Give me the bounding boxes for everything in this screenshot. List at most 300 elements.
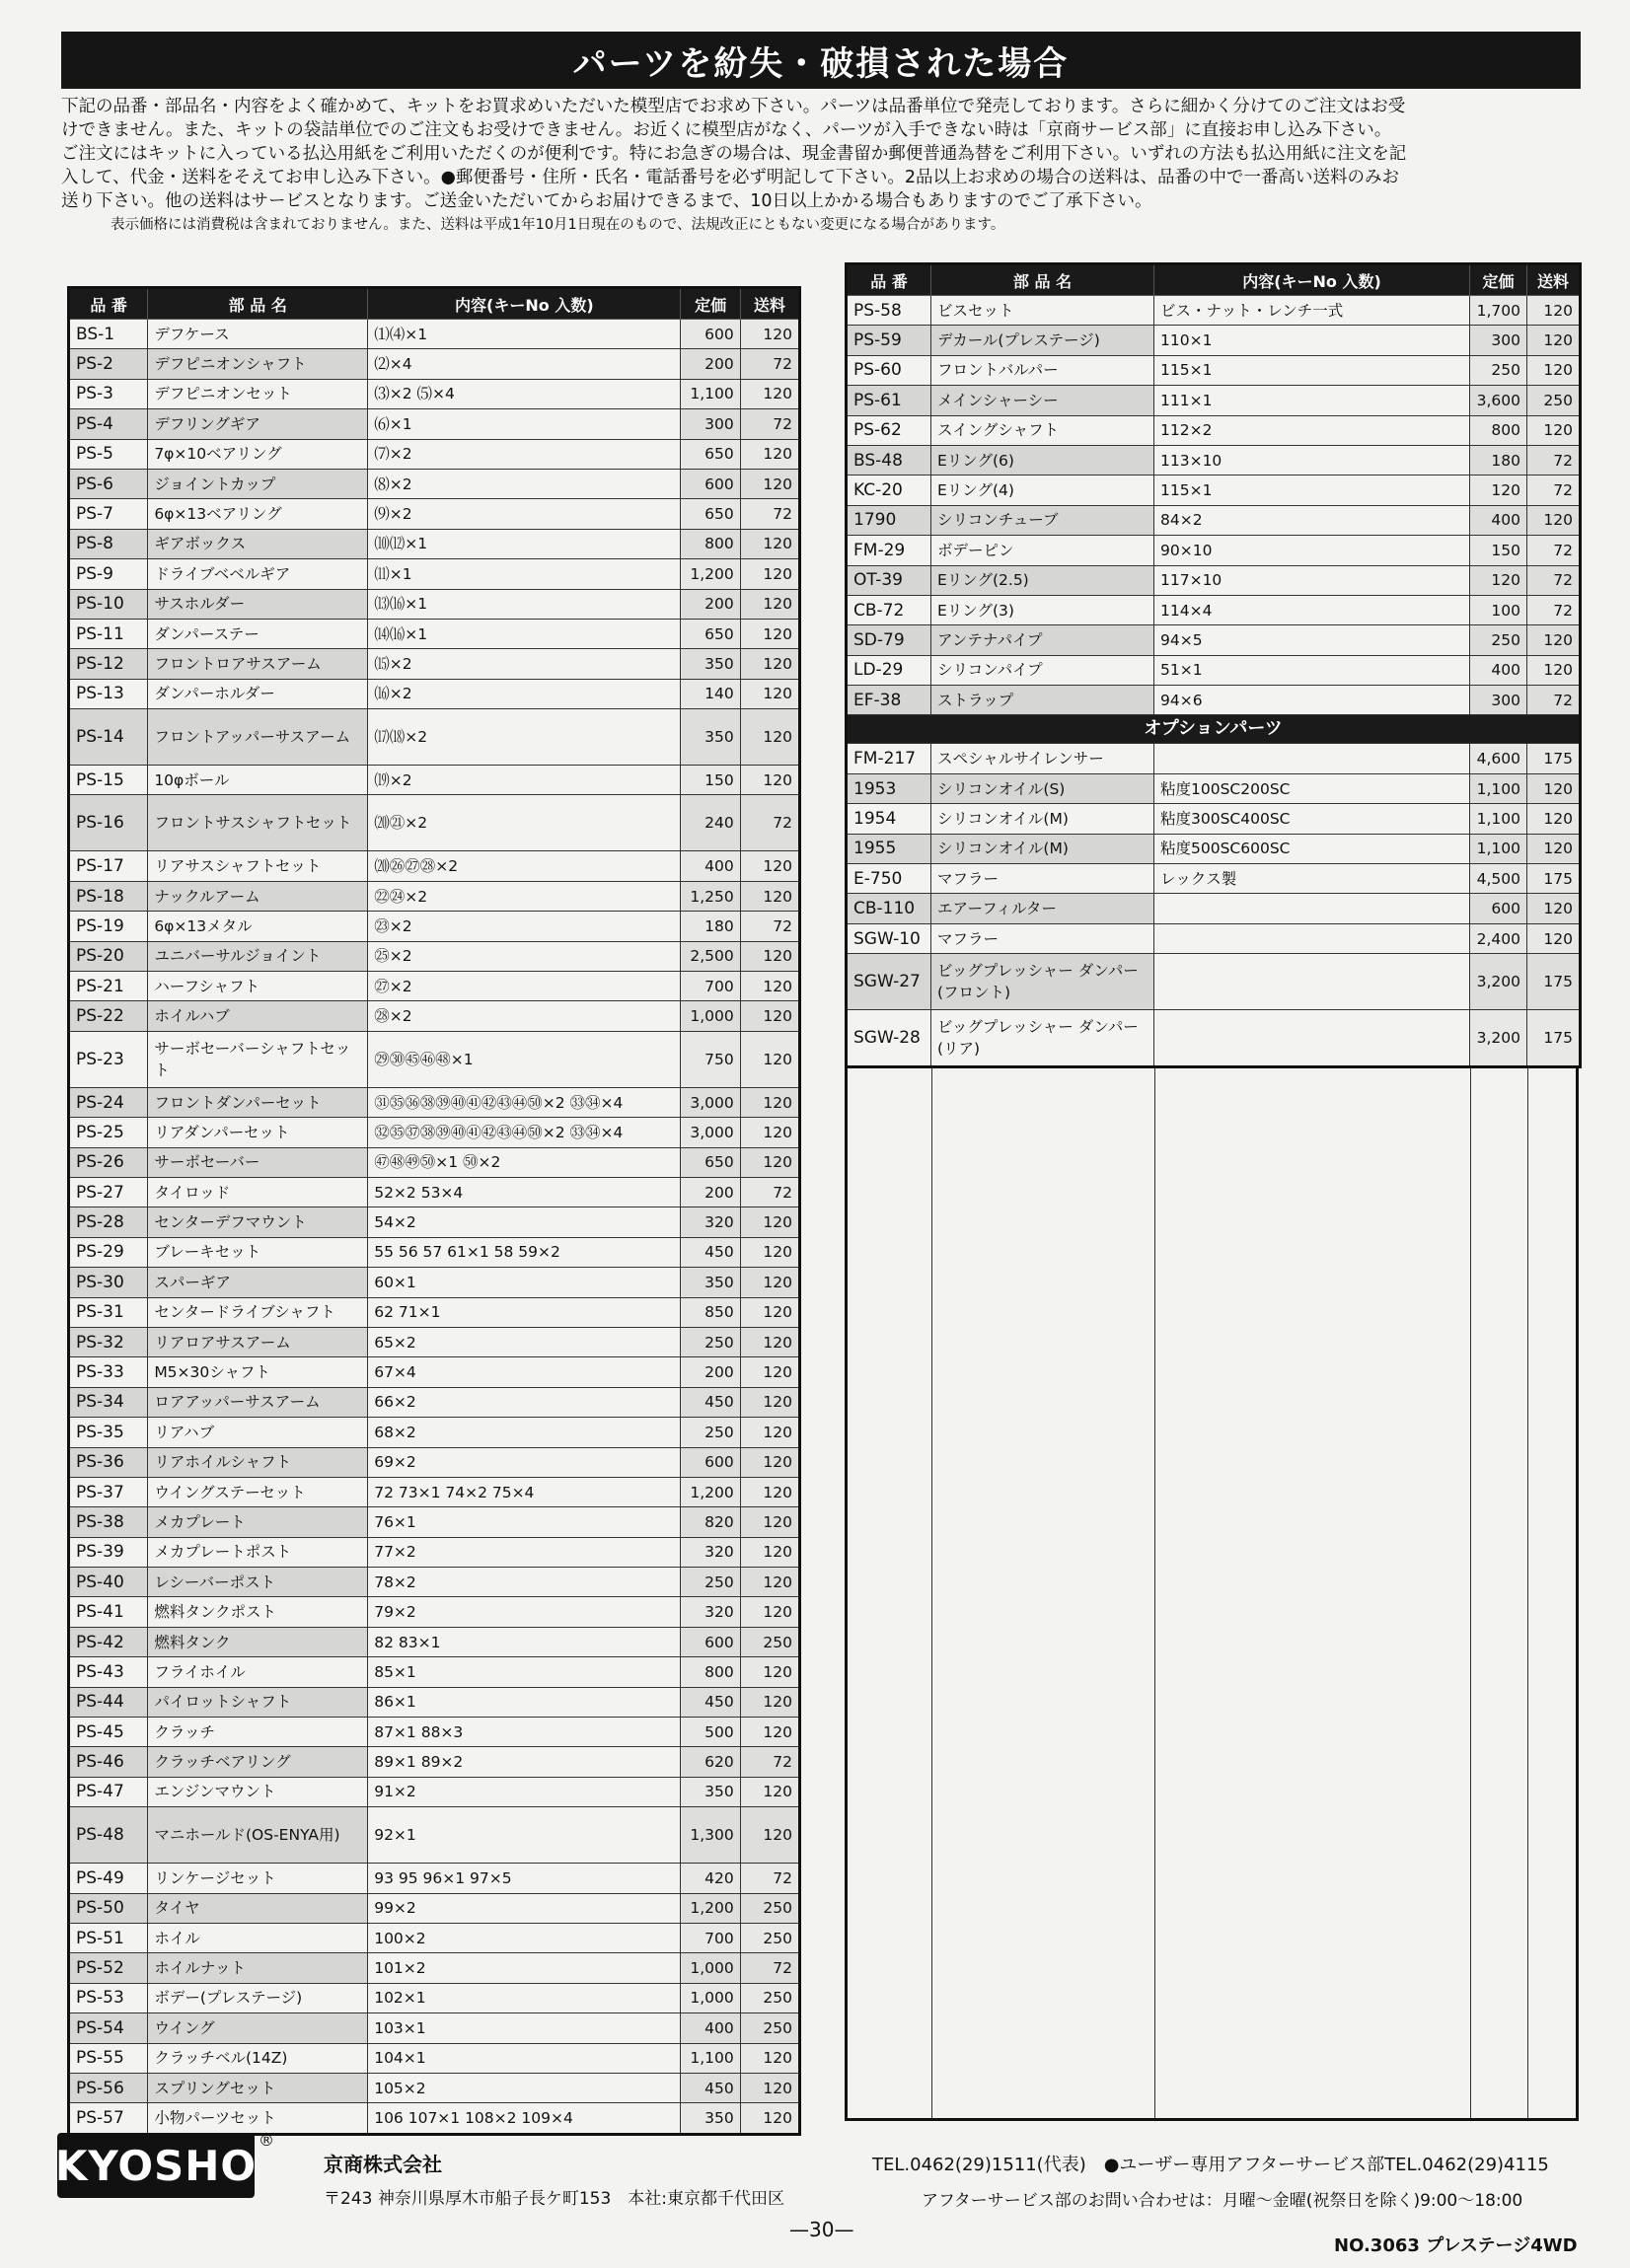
part-price: 1,000 (681, 1001, 740, 1031)
table-row (69, 766, 800, 795)
table-row (69, 649, 800, 679)
part-code: E-750 (847, 864, 931, 894)
part-name: ボデーピン (931, 536, 1154, 565)
part-code: CB-72 (847, 595, 931, 624)
part-shipping: 120 (740, 1597, 799, 1627)
part-price: 3,200 (1470, 954, 1527, 1010)
table-row (69, 1001, 800, 1031)
part-code: PS-40 (69, 1568, 148, 1597)
part-shipping: 120 (740, 649, 799, 679)
part-content (1154, 744, 1470, 773)
part-shipping: 72 (740, 912, 799, 941)
part-shipping: 120 (740, 1327, 799, 1356)
part-name: マフラー (931, 923, 1154, 953)
part-name: メカプレートポスト (148, 1537, 368, 1567)
part-code: PS-41 (69, 1597, 148, 1627)
part-content: 86×1 (368, 1687, 681, 1717)
part-price: 820 (681, 1507, 740, 1537)
part-price: 800 (1470, 415, 1527, 445)
part-shipping: 72 (740, 1747, 799, 1777)
part-name: デカール(プレステージ) (931, 326, 1154, 355)
part-content: ⑹×1 (368, 409, 681, 439)
part-content: 60×1 (368, 1268, 681, 1297)
part-shipping: 120 (740, 766, 799, 795)
header-shipping: 送料 (740, 288, 799, 320)
part-shipping: 72 (740, 1864, 799, 1893)
part-price: 400 (1470, 655, 1527, 685)
part-shipping: 120 (740, 679, 799, 708)
part-shipping: 72 (1527, 686, 1581, 715)
part-content: 82 83×1 (368, 1627, 681, 1656)
part-code: SGW-10 (847, 923, 931, 953)
part-price: 700 (681, 972, 740, 1001)
table-row (69, 1087, 800, 1117)
part-content: ⑴⑷×1 (368, 320, 681, 349)
part-price: 450 (681, 1387, 740, 1417)
part-name: シリコンパイプ (931, 655, 1154, 685)
part-content (1154, 1010, 1470, 1067)
header-price: 定価 (681, 288, 740, 320)
part-content: 67×4 (368, 1357, 681, 1387)
part-price: 450 (681, 1687, 740, 1717)
table-row (69, 1923, 800, 1952)
part-shipping: 120 (740, 851, 799, 881)
part-price: 4,500 (1470, 864, 1527, 894)
table-row (69, 1477, 800, 1506)
table-row (847, 954, 1581, 1010)
part-shipping: 72 (740, 349, 799, 379)
part-code: PS-51 (69, 1923, 148, 1952)
table-row (69, 709, 800, 766)
table-row (69, 851, 800, 881)
table-row (847, 445, 1581, 475)
part-shipping: 120 (740, 1777, 799, 1806)
part-code: PS-10 (69, 589, 148, 619)
part-name: フロントロアサスアーム (148, 649, 368, 679)
part-shipping: 120 (740, 1237, 799, 1267)
part-name: ダンパーホルダー (148, 679, 368, 708)
part-name: メインシャーシー (931, 386, 1154, 415)
intro-line: けできません。また、キットの袋詰単位でのご注文もお受けできません。お近くに模型店がなく、パーツが入手できない時は「京商サービス部」に直接お申し込み下さい。 (61, 120, 1392, 140)
part-code: PS-38 (69, 1507, 148, 1537)
part-code: PS-62 (847, 415, 931, 445)
part-content: 65×2 (368, 1327, 681, 1356)
part-name: 6φ×13ベアリング (148, 499, 368, 529)
part-code: PS-15 (69, 766, 148, 795)
table-row (69, 795, 800, 851)
table-row (847, 415, 1581, 445)
part-price: 650 (681, 439, 740, 469)
part-content: ⒂×2 (368, 649, 681, 679)
part-shipping: 175 (1527, 1010, 1581, 1067)
part-content (1154, 954, 1470, 1010)
part-code: KC-20 (847, 476, 931, 505)
part-name: パイロットシャフト (148, 1687, 368, 1717)
table-row (847, 536, 1581, 565)
part-code: PS-54 (69, 2013, 148, 2043)
part-code: SD-79 (847, 625, 931, 655)
table-row (69, 1953, 800, 1983)
part-price: 200 (681, 349, 740, 379)
part-name: エアーフィルター (931, 894, 1154, 923)
part-shipping: 120 (740, 469, 799, 498)
part-name: Eリング(4) (931, 476, 1154, 505)
part-shipping: 120 (740, 2043, 799, 2073)
table-row (847, 386, 1581, 415)
table-row (69, 1864, 800, 1893)
part-price: 1,200 (681, 559, 740, 589)
part-shipping: 120 (740, 589, 799, 619)
part-content: ⑼×2 (368, 499, 681, 529)
part-name: サスホルダー (148, 589, 368, 619)
table-row (847, 655, 1581, 685)
header-content: 内容(キーNo 入数) (368, 288, 681, 320)
part-content: ⑺×2 (368, 439, 681, 469)
part-price: 140 (681, 679, 740, 708)
part-code: PS-19 (69, 912, 148, 941)
part-content: ⒆×2 (368, 766, 681, 795)
part-content (1154, 923, 1470, 953)
part-content: ⒇㉖㉗㉘×2 (368, 851, 681, 881)
part-content: 103×1 (368, 2013, 681, 2043)
part-name: シリコンオイル(S) (931, 773, 1154, 803)
part-shipping: 175 (1527, 864, 1581, 894)
part-price: 800 (681, 1657, 740, 1687)
part-content (1154, 894, 1470, 923)
part-price: 300 (1470, 326, 1527, 355)
part-shipping: 120 (740, 1718, 799, 1747)
part-price: 150 (1470, 536, 1527, 565)
part-code: PS-13 (69, 679, 148, 708)
part-content: 68×2 (368, 1418, 681, 1447)
part-code: PS-57 (69, 2103, 148, 2134)
table-row (69, 499, 800, 529)
part-price: 320 (681, 1537, 740, 1567)
part-name: ストラップ (931, 686, 1154, 715)
part-content: 粘度300SC400SC (1154, 804, 1470, 834)
part-content: 77×2 (368, 1537, 681, 1567)
table-row (69, 559, 800, 589)
part-price: 400 (1470, 505, 1527, 535)
part-content: 粘度500SC600SC (1154, 834, 1470, 863)
part-price: 1,300 (681, 1807, 740, 1864)
table-row (69, 1597, 800, 1627)
part-price: 350 (681, 1777, 740, 1806)
part-price: 450 (681, 1237, 740, 1267)
service-hours: アフターサービス部のお問い合わせは：月曜〜金曜(祝祭日を除く)9:00〜18:00 (922, 2191, 1523, 2211)
part-name: デフピニオンシャフト (148, 349, 368, 379)
part-price: 4,600 (1470, 744, 1527, 773)
part-price: 350 (681, 1268, 740, 1297)
telephone-info: TEL.0462(29)1511(代表) ●ユーザー専用アフターサービス部TEL.0462(29)4115 (872, 2155, 1549, 2175)
part-content: ㉙㉚㊺㊻㊽×1 (368, 1031, 681, 1087)
part-content: 102×1 (368, 1983, 681, 2012)
part-shipping: 120 (740, 1477, 799, 1506)
part-shipping: 72 (740, 1953, 799, 1983)
part-code: PS-20 (69, 941, 148, 971)
part-code: PS-14 (69, 709, 148, 766)
part-name: ウイングステーセット (148, 1477, 368, 1506)
part-content: 106 107×1 108×2 109×4 (368, 2103, 681, 2134)
part-price: 3,000 (681, 1118, 740, 1147)
table-row (847, 834, 1581, 863)
part-shipping: 120 (1527, 296, 1581, 326)
part-name: ダンパーステー (148, 619, 368, 648)
table-row (69, 1268, 800, 1297)
part-code: PS-28 (69, 1207, 148, 1237)
table-row (847, 505, 1581, 535)
part-price: 150 (681, 766, 740, 795)
part-shipping: 120 (1527, 804, 1581, 834)
table-row (847, 625, 1581, 655)
part-shipping: 250 (740, 1627, 799, 1656)
part-content: 91×2 (368, 1777, 681, 1806)
part-content: ⑶×2 ⑸×4 (368, 379, 681, 408)
part-price: 300 (681, 409, 740, 439)
part-content: ㊼㊽㊾㊿×1 ㊿×2 (368, 1147, 681, 1177)
part-code: PS-29 (69, 1237, 148, 1267)
company-name: 京商株式会社 (324, 2153, 442, 2176)
part-price: 200 (681, 1357, 740, 1387)
part-code: PS-7 (69, 499, 148, 529)
table-row (69, 1537, 800, 1567)
part-shipping: 250 (740, 1923, 799, 1952)
part-code: PS-39 (69, 1537, 148, 1567)
part-name: マフラー (931, 864, 1154, 894)
part-name: Eリング(3) (931, 595, 1154, 624)
part-price: 450 (681, 2073, 740, 2102)
part-content: 84×2 (1154, 505, 1470, 535)
part-name: フロントアッパーサスアーム (148, 709, 368, 766)
part-content: ⒁⒃×1 (368, 619, 681, 648)
table-row (847, 744, 1581, 773)
part-name: スプリングセット (148, 2073, 368, 2102)
part-name: Eリング(6) (931, 445, 1154, 475)
part-code: PS-52 (69, 1953, 148, 1983)
part-shipping: 72 (1527, 595, 1581, 624)
part-code: PS-61 (847, 386, 931, 415)
part-price: 200 (681, 589, 740, 619)
part-content: ビス・ナット・レンチ一式 (1154, 296, 1470, 326)
part-shipping: 175 (1527, 744, 1581, 773)
part-shipping: 120 (1527, 655, 1581, 685)
table-row (69, 2013, 800, 2043)
table-row (69, 1118, 800, 1147)
table-row (69, 1687, 800, 1717)
header-code: 品 番 (847, 264, 931, 296)
part-code: PS-30 (69, 1268, 148, 1297)
part-name: リアハブ (148, 1418, 368, 1447)
part-shipping: 72 (740, 795, 799, 851)
part-name: ロアアッパーサスアーム (148, 1387, 368, 1417)
part-code: BS-48 (847, 445, 931, 475)
part-name: ホイルハブ (148, 1001, 368, 1031)
part-content: ㉓×2 (368, 912, 681, 941)
page-number: —30— (789, 2218, 854, 2241)
table-row (69, 2043, 800, 2073)
part-code: PS-8 (69, 529, 148, 558)
table-row (847, 476, 1581, 505)
table-row (69, 1807, 800, 1864)
part-price: 2,400 (1470, 923, 1527, 953)
part-shipping: 250 (740, 1893, 799, 1923)
part-content: ⑽⑿×1 (368, 529, 681, 558)
part-code: SGW-27 (847, 954, 931, 1010)
part-shipping: 72 (740, 1177, 799, 1207)
part-name: フロントダンパーセット (148, 1087, 368, 1117)
part-shipping: 120 (740, 439, 799, 469)
table-row (69, 1207, 800, 1237)
part-price: 1,100 (1470, 773, 1527, 803)
table-row (847, 894, 1581, 923)
part-price: 1,200 (681, 1893, 740, 1923)
part-shipping: 120 (740, 1001, 799, 1031)
table-row (847, 326, 1581, 355)
part-shipping: 120 (740, 2073, 799, 2102)
part-code: PS-24 (69, 1087, 148, 1117)
part-content: 52×2 53×4 (368, 1177, 681, 1207)
part-name: タイロッド (148, 1177, 368, 1207)
part-shipping: 120 (1527, 923, 1581, 953)
part-shipping: 120 (740, 1657, 799, 1687)
option-parts-header (847, 715, 1581, 744)
part-shipping: 120 (740, 1807, 799, 1864)
part-code: PS-22 (69, 1001, 148, 1031)
part-code: EF-38 (847, 686, 931, 715)
part-price: 650 (681, 499, 740, 529)
part-content: 72 73×1 74×2 75×4 (368, 1477, 681, 1506)
part-price: 850 (681, 1297, 740, 1327)
part-name: ブレーキセット (148, 1237, 368, 1267)
part-shipping: 120 (740, 529, 799, 558)
part-shipping: 120 (740, 972, 799, 1001)
part-shipping: 120 (740, 2103, 799, 2134)
part-content: ⒄⒅×2 (368, 709, 681, 766)
part-name: メカプレート (148, 1507, 368, 1537)
table-row (69, 1893, 800, 1923)
company-address: 〒243 神奈川県厚木市船子長ケ町153 本社:東京都千代田区 (324, 2189, 785, 2209)
intro-line: 送り下さい。他の送料はサービスとなります。ご送金いただいてからお届けできるまで、10日以上かかる場合もありますのでご了承下さい。 (61, 191, 1152, 211)
part-shipping: 120 (740, 1687, 799, 1717)
part-content: 55 56 57 61×1 58 59×2 (368, 1237, 681, 1267)
part-code: PS-26 (69, 1147, 148, 1177)
intro-line: 下記の品番・部品名・内容をよく確かめて、キットをお買求めいただいた模型店でお求め下さい。パーツは品番単位で発売しております。さらに細かく分けてのご注文はお受 (61, 97, 1406, 116)
part-code: PS-25 (69, 1118, 148, 1147)
part-content: 117×10 (1154, 565, 1470, 595)
part-shipping: 120 (1527, 773, 1581, 803)
table-row (69, 349, 800, 379)
part-content: 114×4 (1154, 595, 1470, 624)
part-content: ㉛㉟㊱㊳㊴㊵㊶㊷㊸㊹㊿×2 ㉝㉞×4 (368, 1087, 681, 1117)
part-content: レックス製 (1154, 864, 1470, 894)
part-name: クラッチベル(14Z) (148, 2043, 368, 2073)
part-name: シリコンチューブ (931, 505, 1154, 535)
part-price: 250 (681, 1418, 740, 1447)
part-price: 420 (681, 1864, 740, 1893)
part-code: PS-33 (69, 1357, 148, 1387)
part-price: 600 (681, 1627, 740, 1656)
part-content: ㉗×2 (368, 972, 681, 1001)
part-shipping: 120 (740, 1537, 799, 1567)
part-code: PS-60 (847, 355, 931, 385)
table-row (69, 941, 800, 971)
table-row (69, 379, 800, 408)
part-price: 600 (681, 469, 740, 498)
part-price: 700 (681, 1923, 740, 1952)
part-content: ⑵×4 (368, 349, 681, 379)
part-code: PS-46 (69, 1747, 148, 1777)
table-row (847, 804, 1581, 834)
table-row (847, 595, 1581, 624)
parts-table-right (845, 262, 1582, 1068)
part-shipping: 72 (1527, 476, 1581, 505)
part-price: 650 (681, 1147, 740, 1177)
part-price: 1,100 (681, 2043, 740, 2073)
part-name: リアダンパーセット (148, 1118, 368, 1147)
part-name: リアホイルシャフト (148, 1447, 368, 1477)
part-price: 250 (1470, 355, 1527, 385)
table-row (69, 912, 800, 941)
part-price: 250 (681, 1568, 740, 1597)
header-name: 部 品 名 (931, 264, 1154, 296)
part-name: 6φ×13メタル (148, 912, 368, 941)
part-code: PS-47 (69, 1777, 148, 1806)
part-code: PS-58 (847, 296, 931, 326)
part-shipping: 250 (1527, 386, 1581, 415)
part-content: 111×1 (1154, 386, 1470, 415)
part-content: 51×1 (1154, 655, 1470, 685)
part-shipping: 120 (1527, 625, 1581, 655)
table-row (847, 864, 1581, 894)
part-code: 1790 (847, 505, 931, 535)
table-row (69, 2103, 800, 2134)
part-code: PS-3 (69, 379, 148, 408)
part-price: 620 (681, 1747, 740, 1777)
part-code: PS-23 (69, 1031, 148, 1087)
part-price: 800 (681, 529, 740, 558)
part-code: PS-4 (69, 409, 148, 439)
part-price: 1,100 (681, 379, 740, 408)
part-content: 54×2 (368, 1207, 681, 1237)
part-shipping: 72 (740, 409, 799, 439)
option-parts-title: オプションパーツ (847, 715, 1581, 744)
table-row (847, 773, 1581, 803)
part-price: 350 (681, 649, 740, 679)
table-row (69, 1327, 800, 1356)
part-shipping: 120 (740, 1418, 799, 1447)
table-row (69, 1387, 800, 1417)
page-title: パーツを紛失・破損された場合 (61, 32, 1581, 89)
part-name: フロントサスシャフトセット (148, 795, 368, 851)
part-shipping: 120 (740, 941, 799, 971)
table-row (69, 1657, 800, 1687)
part-price: 3,000 (681, 1087, 740, 1117)
table-row (69, 2073, 800, 2102)
table-row (69, 1747, 800, 1777)
part-name: ユニバーサルジョイント (148, 941, 368, 971)
part-code: PS-21 (69, 972, 148, 1001)
part-name: ビッグプレッシャー ダンパー(リア) (931, 1010, 1154, 1067)
part-price: 2,500 (681, 941, 740, 971)
part-price: 180 (681, 912, 740, 941)
part-price: 250 (681, 1327, 740, 1356)
part-price: 650 (681, 619, 740, 648)
part-content: 99×2 (368, 1893, 681, 1923)
part-content: ⒃×2 (368, 679, 681, 708)
part-shipping: 72 (1527, 536, 1581, 565)
part-code: PS-11 (69, 619, 148, 648)
table-row (69, 409, 800, 439)
